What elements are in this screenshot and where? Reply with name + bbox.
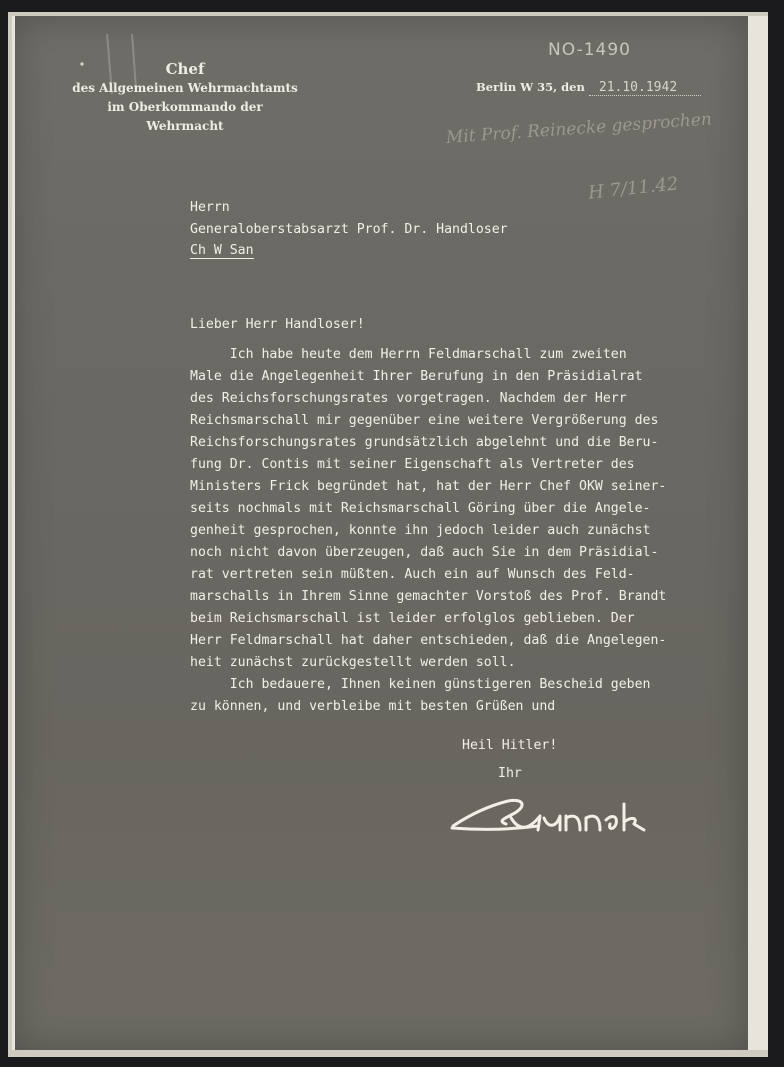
handwritten-initials: H 7/11.42 bbox=[587, 173, 680, 204]
greeting: Lieber Herr Handloser! bbox=[190, 317, 365, 332]
document-number: NO-1490 bbox=[548, 40, 631, 60]
body-line: marschalls in Ihrem Sinne gemachter Vorstoß des Prof. Brandt bbox=[190, 589, 667, 604]
body-line: Herr Feldmarschall hat daher entschieden, daß die Angelegen- bbox=[190, 633, 667, 648]
letterhead bbox=[70, 60, 300, 136]
right-edge bbox=[748, 16, 768, 1050]
body-line: heit zunächst zurückgestellt werden soll. bbox=[190, 655, 516, 670]
place: Berlin W 35, den bbox=[476, 80, 585, 94]
date: 21.10.1942 bbox=[589, 80, 701, 96]
body-line: Reichsmarschall mir gegenüber eine weitere Vergrößerung des bbox=[190, 413, 659, 428]
body-line: des Reichsforschungsrates vorgetragen. Nachdem der Herr bbox=[190, 391, 627, 406]
body-line: Ich habe heute dem Herrn Feldmarschall zum zweiten bbox=[190, 347, 627, 362]
body-line: beim Reichsmarschall ist leider erfolglos geblieben. Der bbox=[190, 611, 635, 626]
letterhead-line-2: im Oberkommando der Wehrmacht bbox=[107, 100, 263, 133]
left-edge bbox=[12, 16, 15, 1050]
letterhead-title: Chef bbox=[165, 60, 205, 78]
letterhead-line-1: des Allgemeinen Wehrmachtamts bbox=[72, 81, 298, 95]
signature-image bbox=[448, 786, 658, 846]
body-line: rat vertreten sein müßten. Auch ein auf Wunsch des Feld- bbox=[190, 567, 635, 582]
body-line: genheit gesprochen, konnte ihn jedoch leider auch zunächst bbox=[190, 523, 651, 538]
body-line: noch nicht davon überzeugen, daß auch Sie in dem Präsidial- bbox=[190, 545, 659, 560]
body-line: Ich bedauere, Ihnen keinen günstigeren Bescheid geben bbox=[190, 677, 651, 692]
body-line: zu können, und verbleibe mit besten Grüßen und bbox=[190, 699, 556, 714]
body-line: fung Dr. Contis mit seiner Eigenschaft als Vertreter des bbox=[190, 457, 635, 472]
closing: Heil Hitler! bbox=[462, 738, 558, 753]
addressee-office-text: Ch W San bbox=[190, 243, 254, 258]
body-line: Ministers Frick begründet hat, hat der Herr Chef OKW seiner- bbox=[190, 479, 667, 494]
body-line: seits nochmals mit Reichsmarschall Göring über die Angele- bbox=[190, 501, 651, 516]
closing-word: Ihr bbox=[498, 766, 522, 781]
place-date bbox=[476, 80, 701, 96]
addressee-salutation: Herrn bbox=[190, 200, 230, 215]
body-line: Reichsforschungsrates grundsätzlich abgelehnt und die Beru- bbox=[190, 435, 659, 450]
body-line: Male die Angelegenheit Ihrer Berufung in den Präsidialrat bbox=[190, 369, 643, 384]
addressee-office bbox=[190, 243, 254, 258]
addressee-name: Generaloberstabsarzt Prof. Dr. Handloser bbox=[190, 222, 508, 237]
letter-body bbox=[190, 344, 666, 718]
handwritten-note: Mit Prof. Reinecke gesprochen bbox=[445, 109, 713, 148]
